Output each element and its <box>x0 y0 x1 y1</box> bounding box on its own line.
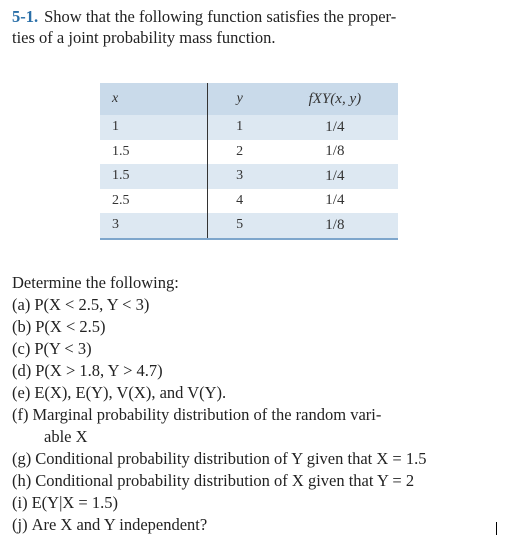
determine-heading: Determine the following: <box>12 273 179 292</box>
table-row <box>100 140 398 165</box>
question-label: (b) <box>12 317 32 336</box>
table-row <box>100 213 398 239</box>
question-text: P(X < 2.5, Y < 3) <box>34 295 150 314</box>
question-text: Conditional probability distribution of X given that Y = 2 <box>35 471 415 490</box>
question-text: P(X > 1.8, Y > 4.7) <box>35 361 163 380</box>
cell-y: 3 <box>207 164 272 189</box>
pmf-table <box>100 83 398 240</box>
problem-statement <box>12 6 492 48</box>
cell-fxy: 1/8 <box>272 213 398 239</box>
question-label: (a) <box>12 295 31 314</box>
question-label: (f) <box>12 405 29 424</box>
problem-line-1 <box>12 6 492 27</box>
question-item <box>12 514 502 536</box>
header-y: y <box>207 83 272 115</box>
question-text: E(X), E(Y), V(X), and V(Y). <box>34 383 227 402</box>
question-label: (j) <box>12 515 28 534</box>
cell-x: 1.5 <box>100 140 207 165</box>
question-text: Conditional probability distribution of Y given that X = 1.5 <box>35 449 427 468</box>
question-label: (i) <box>12 493 28 512</box>
table-header-row <box>100 83 398 115</box>
question-label: (h) <box>12 471 32 490</box>
table-row <box>100 189 398 214</box>
cell-x: 2.5 <box>100 189 207 214</box>
question-label: (d) <box>12 361 32 380</box>
cell-fxy: 1/8 <box>272 140 398 165</box>
cell-y: 2 <box>207 140 272 165</box>
question-text: Marginal probability distribution of the random vari- <box>32 405 382 424</box>
question-text: Are X and Y independent? <box>31 515 208 534</box>
problem-text-line-2: ties of a joint probability mass function. <box>12 28 276 47</box>
question-item <box>12 294 502 316</box>
question-text: P(Y < 3) <box>34 339 92 358</box>
question-label: (c) <box>12 339 31 358</box>
cell-x: 1.5 <box>100 164 207 189</box>
question-item <box>12 338 502 360</box>
question-item-continuation <box>12 426 502 448</box>
cell-fxy: 1/4 <box>272 115 398 140</box>
cell-y: 4 <box>207 189 272 214</box>
header-x: x <box>100 83 207 115</box>
cell-fxy: 1/4 <box>272 189 398 214</box>
problem-number: 5-1. <box>12 7 39 26</box>
question-item <box>12 492 502 514</box>
question-item <box>12 316 502 338</box>
determine-section <box>12 272 502 536</box>
table-row <box>100 164 398 189</box>
cell-x: 1 <box>100 115 207 140</box>
table-row <box>100 115 398 140</box>
header-fxy: fXY(x, y) <box>272 83 398 115</box>
cell-y: 1 <box>207 115 272 140</box>
cell-fxy: 1/4 <box>272 164 398 189</box>
question-text: E(Y|X = 1.5) <box>31 493 118 512</box>
cell-y: 5 <box>207 213 272 239</box>
question-item <box>12 382 502 404</box>
question-label: (g) <box>12 449 32 468</box>
question-label: (e) <box>12 383 31 402</box>
cell-x: 3 <box>100 213 207 239</box>
question-item <box>12 470 502 492</box>
question-item <box>12 404 502 426</box>
problem-text-line-1: Show that the following function satisfies the proper- <box>44 7 397 26</box>
question-item <box>12 360 502 382</box>
text-cursor <box>496 522 497 535</box>
question-text: able X <box>44 427 88 446</box>
question-item <box>12 448 502 470</box>
question-text: P(X < 2.5) <box>35 317 106 336</box>
